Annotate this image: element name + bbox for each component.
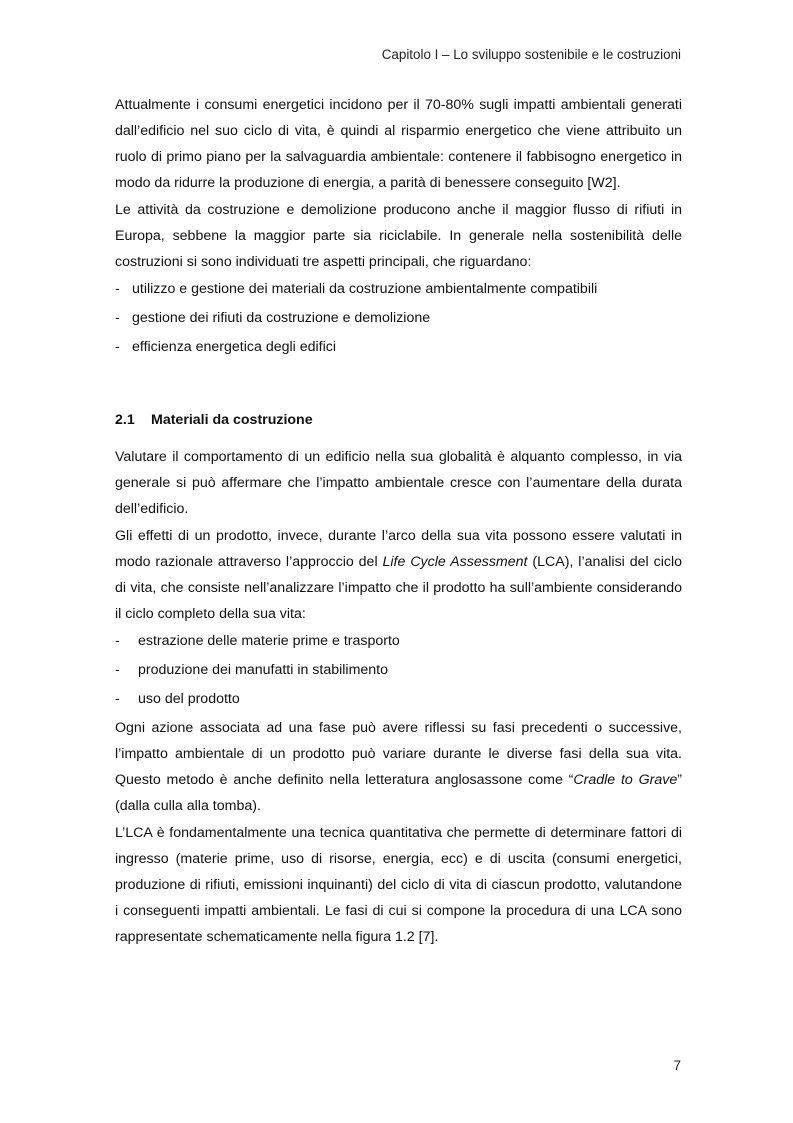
section-paragraph-1: Valutare il comportamento di un edificio nella sua globalità è alquanto complesso, in via generale si può affermare che l’impatto ambientale cresce con l’aumentare della durata dell’edificio. [115, 449, 682, 517]
list-item: - produzione dei manufatti in stabilimento [115, 657, 682, 683]
list-item: - estrazione delle materie prime e trasporto [115, 628, 682, 654]
intro-aspects-list [115, 276, 682, 360]
list-dash: - [115, 310, 120, 326]
list-dash: - [115, 662, 120, 678]
lca-term: Life Cycle Assessment [382, 554, 528, 570]
header-rule [112, 70, 682, 71]
list-dash: - [115, 339, 120, 355]
list-item: - gestione dei rifiuti da costruzione e demolizione [115, 305, 682, 331]
list-item: - utilizzo e gestione dei materiali da costruzione ambientalmente compatibili [115, 276, 682, 302]
list-dash: - [115, 633, 120, 649]
intro-paragraph-1: Attualmente i consumi energetici incidono per il 70-80% sugli impatti ambientali generati dall’edificio nel suo ciclo di vita, è quindi al risparmio energetico che viene attribuito un ruolo di primo piano per la salvaguardia ambientale: contenere il fabbisogno energetico in modo da ridurre la produzione di energia, a parità di benessere conseguito [W2]. [115, 97, 682, 191]
intro-paragraph-2: Le attività da costruzione e demolizione producono anche il maggior flusso di rifiuti in Europa, sebbene la maggior parte sia riciclabile. In generale nella sostenibilità delle costruzioni si sono individuati tre aspetti principali, che riguardano: [115, 202, 682, 270]
list-dash: - [115, 281, 120, 297]
page-number: 7 [673, 1058, 681, 1073]
cradle-to-grave-term: Cradle to Grave [573, 772, 678, 788]
section-title: Materiali da costruzione [151, 412, 313, 428]
running-header: Capitolo I – Lo sviluppo sostenibile e le costruzioni [381, 47, 681, 62]
section-number: 2.1 [115, 412, 135, 428]
section-paragraph-4: L’LCA è fondamentalmente una tecnica quantitativa che permette di determinare fattori di ingresso (materie prime, uso di risorse, energia, ecc) e di uscita (consumi energetici, produzione di rifiuti, emissioni inquinanti) del ciclo di vita di ciascun prodotto, valutandone i conseguenti impatti ambientali. Le fasi di cui si compone la procedura di una LCA sono rappresentate schematicamente nella figura 1.2 [7]. [115, 825, 682, 945]
lifecycle-phases-list [115, 628, 682, 712]
section-paragraph-3: Ogni azione associata ad una fase può avere riflessi su fasi precedenti o successive, l’impatto ambientale di un prodotto può variare durante le diverse fasi della sua vita. Questo metodo è anche definito nella letteratura anglosassone come “Cradle to Grave” (dalla culla alla tomba). [115, 720, 682, 814]
page-body [115, 92, 682, 951]
list-dash: - [115, 691, 120, 707]
section-paragraph-2: Gli effetti di un prodotto, invece, durante l’arco della sua vita possono essere valutati in modo razionale attraverso l’approccio del Life Cycle Assessment (LCA), l’analisi del ciclo di vita, che consiste nell’analizzare l’impatto che il prodotto ha sull’ambiente considerando il ciclo completo della sua vita: [115, 528, 682, 622]
section-heading [115, 407, 682, 433]
list-item: - efficienza energetica degli edifici [115, 334, 682, 360]
list-item: - uso del prodotto [115, 686, 682, 712]
